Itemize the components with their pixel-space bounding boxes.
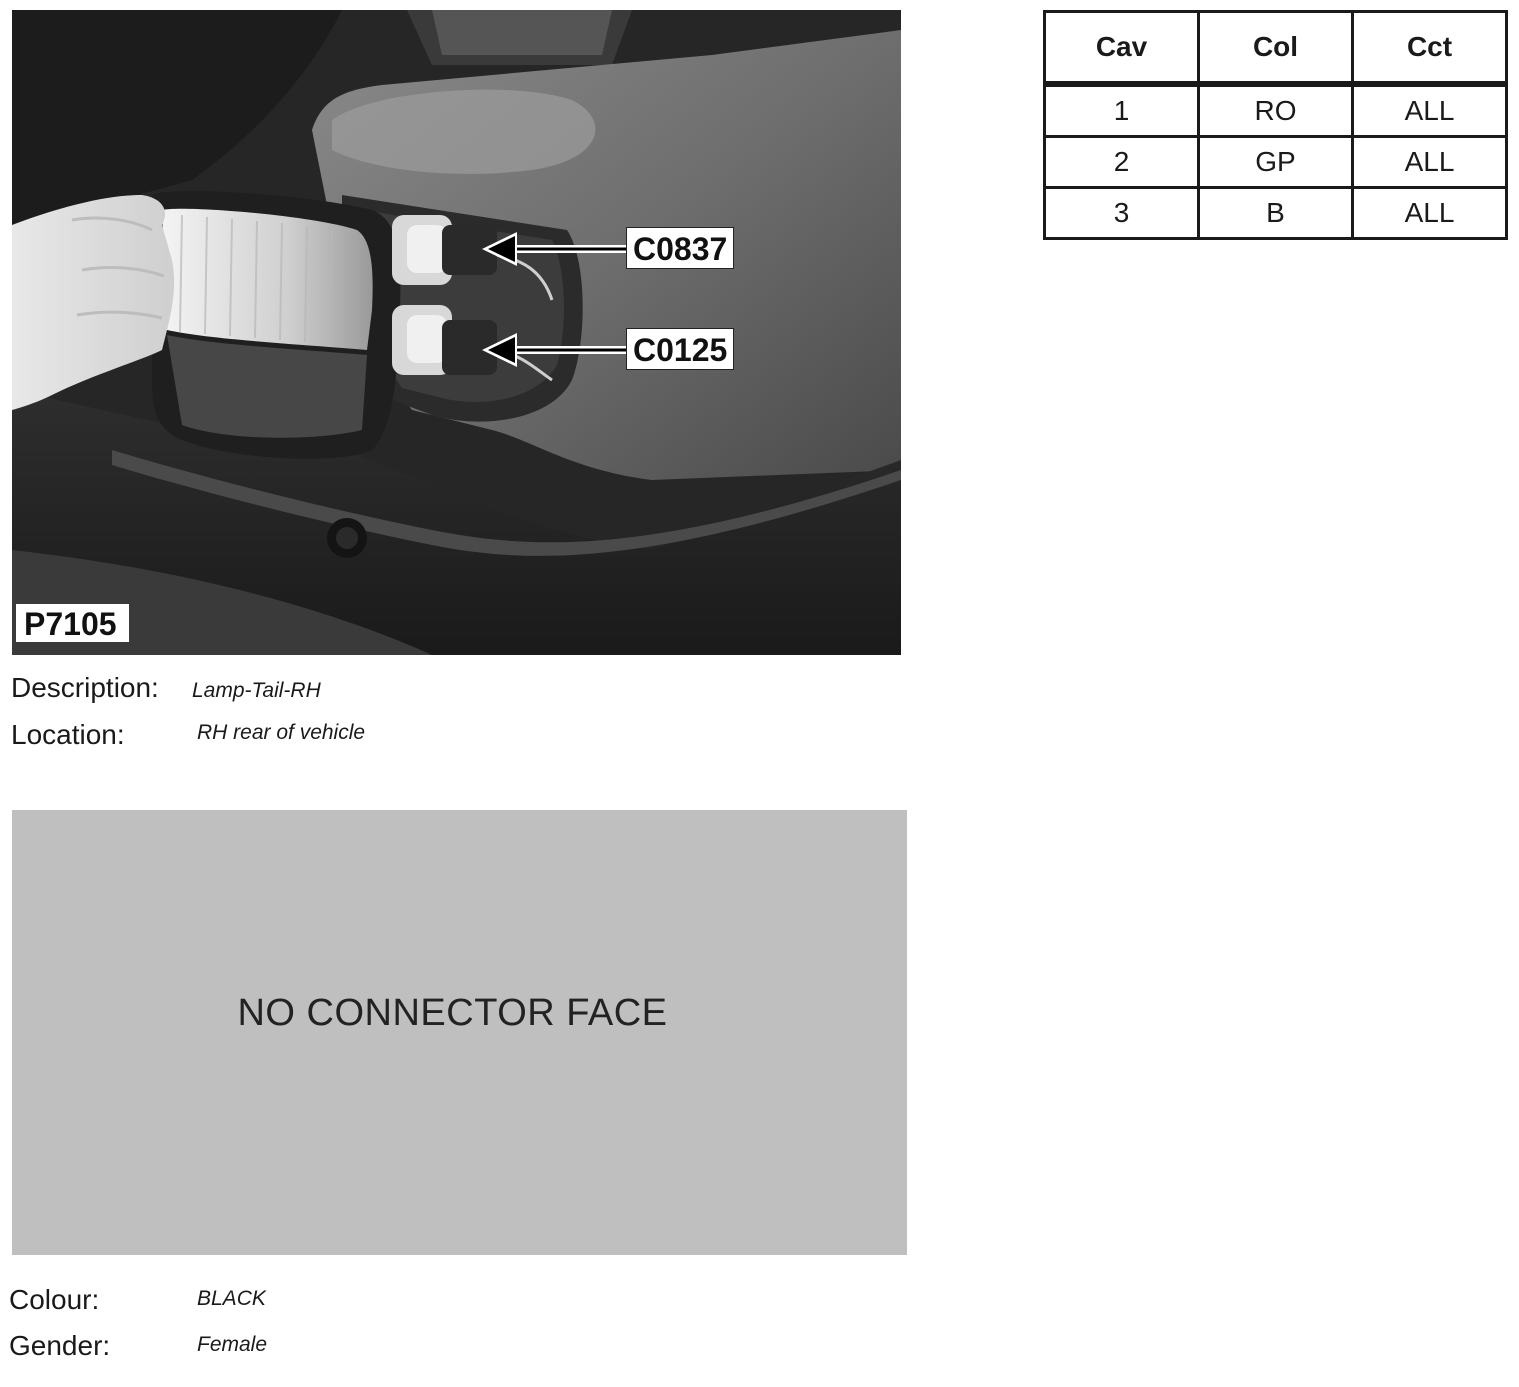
description-label: Description: <box>11 672 159 703</box>
photo-id-label: P7105 <box>16 604 129 642</box>
gender-label: Gender: <box>9 1330 111 1361</box>
colour-cell: GP <box>1199 137 1353 188</box>
circuit-cell: ALL <box>1353 137 1507 188</box>
connector-location-photo <box>12 10 901 655</box>
callout-label-c0125: C0125 <box>626 328 734 370</box>
colour-cell: B <box>1199 188 1353 239</box>
pin-table-header-row <box>1045 12 1507 85</box>
colour-label: Colour: <box>9 1284 100 1315</box>
tail-lamp-photo-illustration <box>12 10 901 655</box>
header-colour: Col <box>1199 12 1353 85</box>
location-label: Location: <box>11 719 125 750</box>
cavity-cell: 1 <box>1045 84 1199 137</box>
table-row <box>1045 188 1507 239</box>
cavity-cell: 2 <box>1045 137 1199 188</box>
pin-table <box>1043 10 1508 240</box>
header-circuit: Cct <box>1353 12 1507 85</box>
table-row <box>1045 84 1507 137</box>
header-cavity: Cav <box>1045 12 1199 85</box>
description-value: Lamp-Tail-RH <box>192 679 321 702</box>
circuit-cell: ALL <box>1353 84 1507 137</box>
gender-value: Female <box>197 1333 268 1356</box>
no-connector-face-text: NO CONNECTOR FACE <box>237 992 668 1034</box>
location-value: RH rear of vehicle <box>197 721 366 744</box>
callout-label-c0837: C0837 <box>626 227 734 269</box>
circuit-cell: ALL <box>1353 188 1507 239</box>
cavity-cell: 3 <box>1045 188 1199 239</box>
table-row <box>1045 137 1507 188</box>
connector-face-panel <box>12 810 907 1255</box>
colour-value: BLACK <box>197 1287 266 1310</box>
colour-cell: RO <box>1199 84 1353 137</box>
